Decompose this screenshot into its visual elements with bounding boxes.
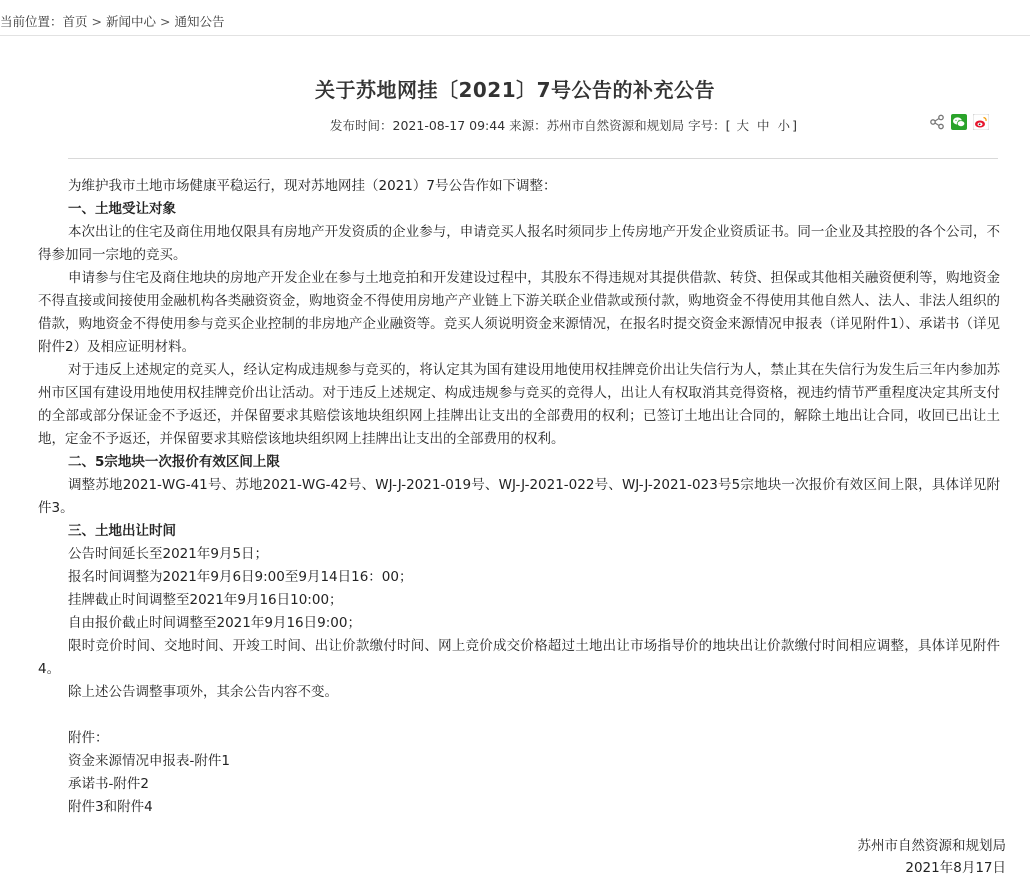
article-body [38,175,1000,819]
header-divider [0,35,1030,36]
body-paragraph: 申请参与住宅及商住地块的房地产开发企业在参与土地竞拍和开发建设过程中，其股东不得违规对其提供借款、转贷、担保或其他相关融资便利等，购地资金不得直接或间接使用金融机构各类融资资金，购地资金不得使用房地产产业链上下游关联企业借款或预付款，购地资金不得使用其他自然人、法人、非法人组织的借款，购地资金不得使用参与竞买企业控制的非房地产企业融资等。竞买人须说明资金来源情况，在报名时提交资金来源情况申报表（详见附件1）、承诺书（详见附件2）及相应证明材料。 [38,270,1000,355]
source-label: 来源： [509,118,547,133]
share-icon[interactable] [929,114,945,130]
attachments-label: 附件： [68,730,109,746]
body-paragraph: 报名时间调整为2021年9月6日9:00至9月14日16：00； [68,569,413,585]
section-heading: 二、5宗地块一次报价有效区间上限 [68,454,280,470]
breadcrumb [0,12,225,30]
signature-date: 2021年8月17日 [905,860,1006,876]
fontsize-label: 字号： [688,118,726,133]
article-meta [330,116,797,134]
weibo-icon[interactable] [973,114,989,130]
blank-line [38,704,1000,727]
body-paragraph: 自由报价截止时间调整至2021年9月16日9:00； [68,615,361,631]
attachment-link-2[interactable]: 承诺书-附件2 [68,776,149,792]
wechat-icon[interactable] [951,114,967,130]
attachment-link-3[interactable]: 附件3和附件4 [68,799,153,815]
breadcrumb-separator: > [160,14,171,29]
font-size-medium-link[interactable]: 中 [757,118,770,133]
breadcrumb-news-link[interactable]: 新闻中心 [106,14,157,29]
bracket-close: ] [792,118,797,133]
breadcrumb-separator: > [91,14,103,29]
attachment-link-1[interactable]: 资金来源情况申报表-附件1 [68,753,230,769]
breadcrumb-prefix: 当前位置： [0,14,63,29]
section-heading: 一、土地受让对象 [68,201,176,217]
breadcrumb-notice-link[interactable]: 通知公告 [174,14,225,29]
font-size-small-link[interactable]: 小 [777,118,791,133]
body-paragraph: 除上述公告调整事项外，其余公告内容不变。 [68,684,338,700]
article-title: 关于苏地网挂〔2021〕7号公告的补充公告 [314,78,716,102]
source-name: 苏州市自然资源和规划局 [546,118,685,133]
publish-label: 发布时间： [330,118,393,133]
body-paragraph: 公告时间延长至2021年9月5日； [68,546,269,562]
breadcrumb-home-link[interactable]: 首页 [62,14,88,29]
share-toolbar [929,114,989,130]
body-paragraph: 限时竞价时间、交地时间、开竣工时间、出让价款缴付时间、网上竞价成交价格超过土地出让市场指导价的地块出让价款缴付时间相应调整，具体详见附件4。 [38,638,1000,677]
body-paragraph: 本次出让的住宅及商住用地仅限具有房地产开发资质的企业参与，申请竞买人报名时须同步上传房地产开发企业资质证书。同一企业及其控股的各个公司，不得参加同一宗地的竞买。 [38,224,1000,263]
section-heading: 三、土地出让时间 [68,523,176,539]
body-paragraph: 对于违反上述规定的竞买人，经认定构成违规参与竞买的，将认定其为国有建设用地使用权挂牌竞价出让失信行为人，禁止其在失信行为发生后三年内参加苏州市区国有建设用地使用权挂牌竞价出让活动。对于违反上述规定、构成违规参与竞买的竞得人，出让人有权取消其竞得资格，视违约情节严重程度决定其所支付的全部或部分保证金不予返还，并保留要求其赔偿该地块组织网上挂牌出让支出的全部费用的权利；已签订土地出让合同的，解除土地出让合同，收回已出让土地，定金不予返还，并保留要求其赔偿该地块组织网上挂牌出让支出的全部费用的权利。 [38,362,1000,447]
title-divider [68,158,998,159]
signature-org: 苏州市自然资源和规划局 [857,838,1006,854]
signature [858,835,1007,879]
body-paragraph: 挂牌截止时间调整至2021年9月16日10:00； [68,592,343,608]
body-paragraph: 调整苏地2021-WG-41号、苏地2021-WG-42号、WJ-J-2021-019号、WJ-J-2021-022号、WJ-J-2021-023号5宗地块一次报价有效区间上限，具体详见附件3。 [38,477,1000,516]
publish-time: 2021-08-17 09:44 [392,118,506,133]
bracket-open: [ [725,118,731,133]
intro-paragraph: 为维护我市土地市场健康平稳运行，现对苏地网挂（2021）7号公告作如下调整： [68,178,557,194]
font-size-large-link[interactable]: 大 [736,118,750,133]
